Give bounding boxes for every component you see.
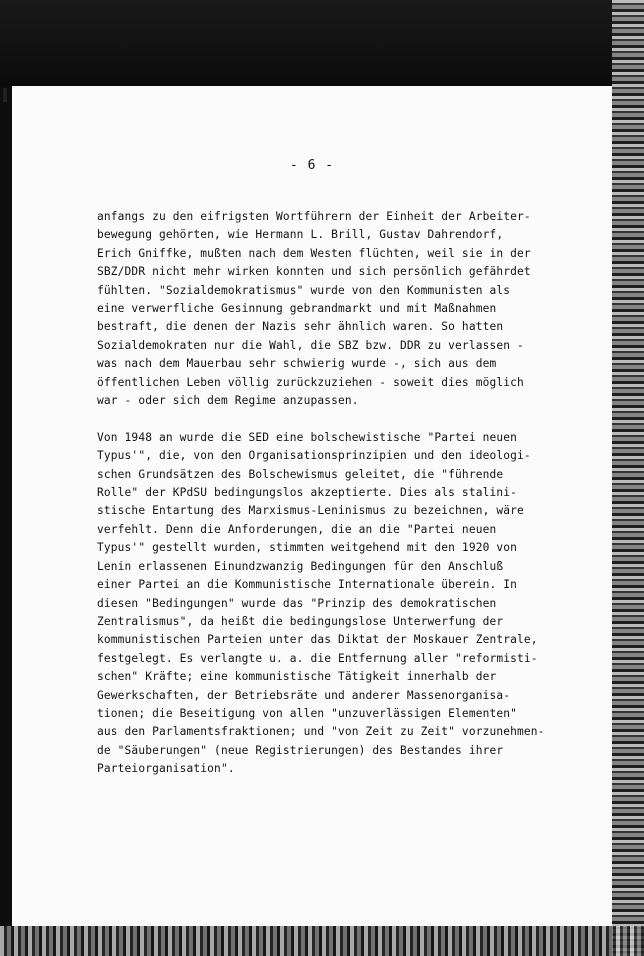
document-page <box>12 86 612 926</box>
text-line: fühlten. "Sozialdemokratismus" wurde von den Kommunisten als <box>97 283 511 297</box>
text-line: Lenin erlassenen Einundzwanzig Bedingungen für den Anschluß <box>97 559 504 573</box>
text-line: bewegung gehörten, wie Hermann L. Brill, Gustav Dahrendorf, <box>97 228 504 242</box>
text-line: de "Säuberungen" (neue Registrierungen) des Bestandes ihrer <box>97 743 504 757</box>
text-line: war - oder sich dem Regime anzupassen. <box>97 394 359 408</box>
text-line: festgelegt. Es verlangte u. a. die Entfernung aller "reformisti- <box>97 651 538 665</box>
text-line: verfehlt. Denn die Anforderungen, die an die "Partei neuen <box>97 522 497 536</box>
text-line: diesen "Bedingungen" wurde das "Prinzip des demokratischen <box>97 596 497 610</box>
text-line: Typus'", die, von den Organisationsprinzipien und den ideologi- <box>97 449 531 463</box>
text-line: Zentralismus", da heißt die bedingungslose Unterwerfung der <box>97 614 504 628</box>
scan-top-strip <box>0 0 644 86</box>
text-line: öffentlichen Leben völlig zurückzuziehen - soweit dies möglich <box>97 375 524 389</box>
text-line: anfangs zu den eifrigsten Wortführern der Einheit der Arbeiter- <box>97 210 531 223</box>
scan-right-edge <box>612 0 644 956</box>
text-line: aus den Parlamentsfraktionen; und "von Zeit zu Zeit" vorzunehmen- <box>97 725 545 739</box>
page-number: - 6 - <box>289 158 335 173</box>
text-line: kommunistischen Parteien unter das Diktat der Moskauer Zentrale, <box>97 633 538 647</box>
text-line: Erich Gniffke, mußten nach dem Westen flüchten, weil sie in der <box>97 246 531 260</box>
text-line: schen" Kräfte; eine kommunistische Tätigkeit innerhalb der <box>97 670 497 684</box>
text-line: Typus'" gestellt wurden, stimmten weitgehend mit den 1920 von <box>97 541 518 555</box>
text-line: Rolle" der KPdSU bedingungslos akzeptierte. Dies als stalini- <box>97 486 518 500</box>
text-line: Sozialdemokraten nur die Wahl, die SBZ bzw. DDR zu verlassen - <box>97 338 524 352</box>
text-line: Von 1948 an wurde die SED eine bolschewistische "Partei neuen <box>97 430 518 444</box>
scan-left-mark <box>3 88 7 102</box>
text-line: Gewerkschaften, der Betriebsräte und anderer Massenorganisa- <box>97 688 511 702</box>
text-line: bestraft, die denen der Nazis sehr ähnlich waren. So hatten <box>97 320 504 334</box>
text-line: was nach dem Mauerbau sehr schwierig wurde -, sich aus dem <box>97 357 497 371</box>
text-line: Parteiorganisation". <box>97 762 235 776</box>
text-line: schen Grundsätzen des Bolschewismus geleitet, die "führende <box>97 467 504 481</box>
text-line: einer Partei an die Kommunistische Internationale überein. In <box>97 578 518 592</box>
paragraph-1 <box>97 208 567 410</box>
text-line: stische Entartung des Marxismus-Leninismus zu bezeichnen, wäre <box>97 504 524 518</box>
scan-bottom-edge <box>0 926 644 956</box>
text-line: eine verwerfliche Gesinnung gebrandmarkt und mit Maßnahmen <box>97 302 497 316</box>
text-line: SBZ/DDR nicht mehr wirken konnten und sich persönlich gefährdet <box>97 265 531 279</box>
paragraph-2 <box>97 429 567 779</box>
document-body <box>97 208 567 779</box>
text-line: tionen; die Beseitigung von allen "unzuverlässigen Elementen" <box>97 706 518 720</box>
